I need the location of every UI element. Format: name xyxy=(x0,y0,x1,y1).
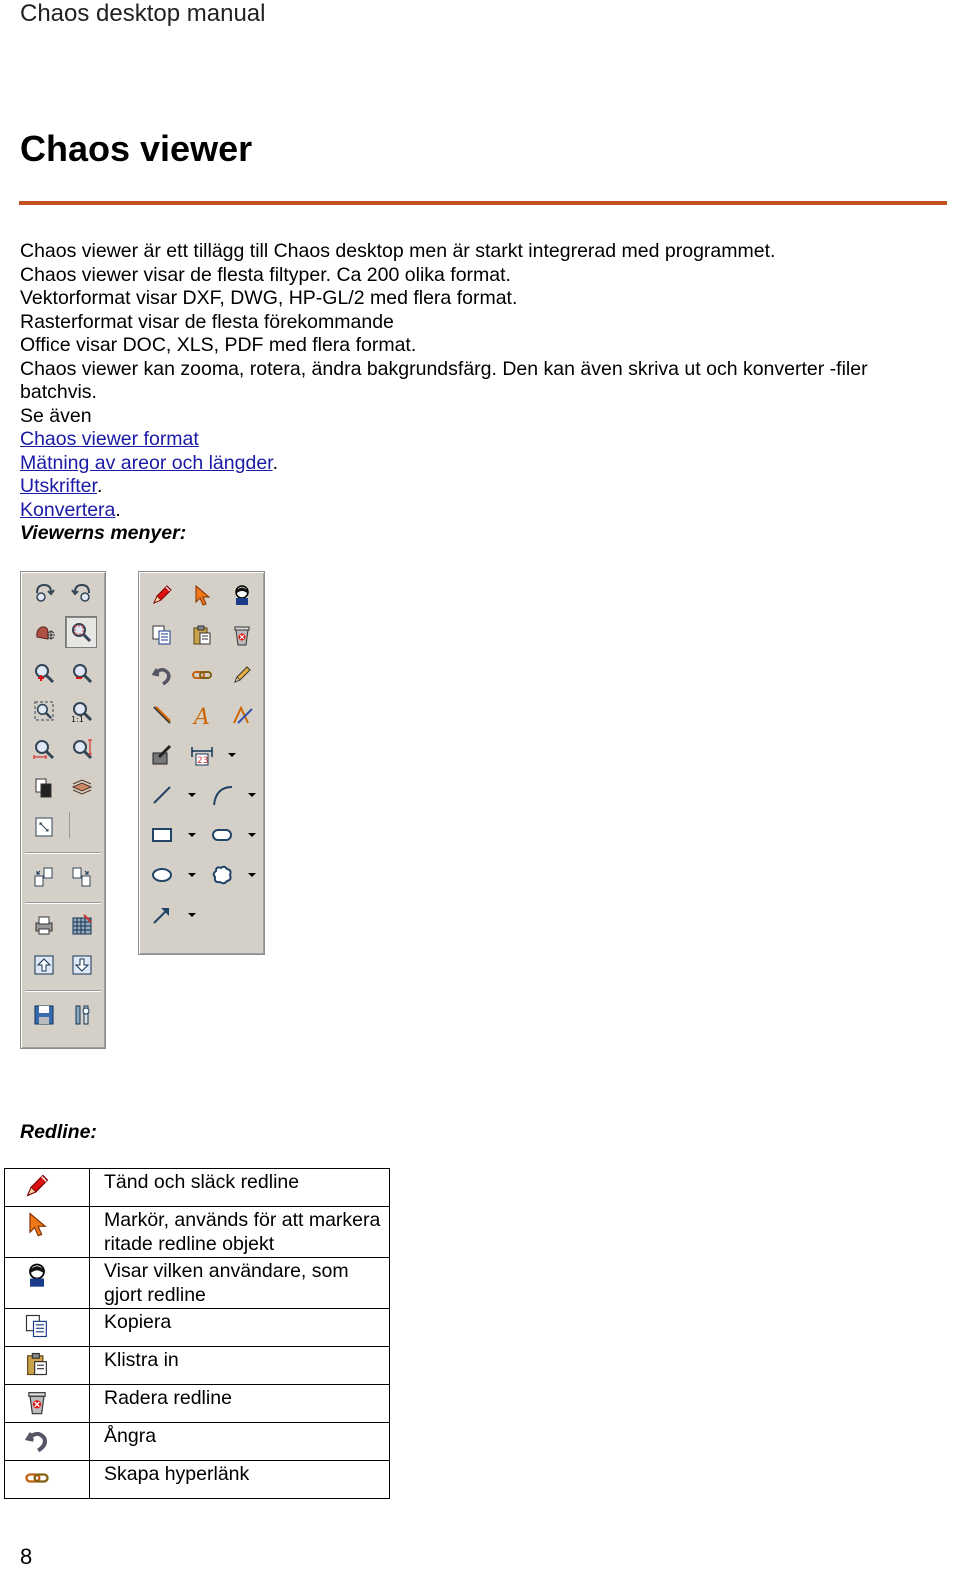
undo-icon xyxy=(23,1426,51,1454)
ellipse-dropdown-icon[interactable] xyxy=(187,870,197,880)
next-page-icon[interactable] xyxy=(67,862,97,892)
document-header-title: Chaos desktop manual xyxy=(20,0,266,27)
fit-page-icon[interactable] xyxy=(29,812,59,842)
description-cell: Radera redline xyxy=(90,1385,390,1423)
zoom-out-icon[interactable] xyxy=(67,658,97,688)
table-row xyxy=(5,1169,390,1207)
zoom-in-icon[interactable] xyxy=(29,658,59,688)
rotate-right-icon[interactable] xyxy=(67,578,97,608)
intro-text xyxy=(20,240,930,546)
dimension-icon[interactable] xyxy=(187,740,217,770)
stack-icon[interactable] xyxy=(67,772,97,802)
intro-line: Chaos viewer visar de flesta filtyper. Ca 200 olika format. xyxy=(20,263,511,286)
text-tool-icon[interactable] xyxy=(187,700,217,730)
zoom-extents-icon[interactable] xyxy=(29,696,59,726)
print-icon[interactable] xyxy=(29,910,59,940)
description-cell: Tänd och släck redline xyxy=(90,1169,390,1207)
pan-hand-icon[interactable] xyxy=(29,618,59,648)
description-cell: Visar vilken användare, som gjort redline xyxy=(90,1258,390,1309)
icon-cell xyxy=(5,1169,90,1207)
intro-line: Chaos viewer kan zooma, rotera, ändra bakgrundsfärg. Den kan även skriva ut och konverter -filer batchvis. xyxy=(20,357,868,403)
paste-icon xyxy=(23,1350,51,1378)
icon-cell xyxy=(5,1309,90,1347)
link-convert[interactable]: Konvertera xyxy=(20,498,116,521)
intro-line: Se även xyxy=(20,404,92,427)
icon-cell xyxy=(5,1258,90,1309)
table-row xyxy=(5,1461,390,1499)
link-period: . xyxy=(96,475,103,497)
link-chaos-viewer-format[interactable]: Chaos viewer format xyxy=(20,428,199,450)
icon-cell xyxy=(5,1385,90,1423)
link-measurement[interactable]: Mätning av areor och längder xyxy=(20,451,273,474)
text-tool-label: A xyxy=(194,705,210,727)
grid-settings-icon[interactable] xyxy=(67,910,97,940)
viewer-toolbar xyxy=(20,571,106,1049)
zoom-width-icon[interactable] xyxy=(29,734,59,764)
arrow-icon[interactable] xyxy=(147,900,177,930)
redline-table xyxy=(4,1168,390,1499)
hyperlink-icon xyxy=(23,1464,51,1492)
toolbar-separator xyxy=(25,852,101,854)
layers-icon[interactable] xyxy=(29,772,59,802)
link-period: . xyxy=(272,451,278,474)
icon-cell xyxy=(5,1347,90,1385)
import-icon[interactable] xyxy=(67,950,97,980)
intro-line: Vektorformat visar DXF, DWG, HP-GL/2 med flera format. xyxy=(20,287,518,309)
dimension-dropdown-icon[interactable] xyxy=(227,750,237,760)
hyperlink-icon[interactable] xyxy=(187,660,217,690)
delete-redline-icon[interactable] xyxy=(227,620,257,650)
page-number: 8 xyxy=(20,1544,33,1569)
rectangle-icon[interactable] xyxy=(147,820,177,850)
table-row xyxy=(5,1309,390,1347)
text-style-icon[interactable] xyxy=(227,700,257,730)
description-cell: Markör, används för att markera ritade redline objekt xyxy=(90,1207,390,1258)
toggle-redline-icon[interactable] xyxy=(147,580,177,610)
paste-icon[interactable] xyxy=(187,620,217,650)
redline-toolbar xyxy=(138,571,265,955)
ellipse-icon[interactable] xyxy=(147,860,177,890)
link-period: . xyxy=(115,498,121,521)
link-prints[interactable]: Utskrifter xyxy=(20,475,97,497)
cursor-arrow-icon xyxy=(23,1210,51,1238)
rectangle-dropdown-icon[interactable] xyxy=(187,830,197,840)
intro-line: Rasterformat visar de flesta förekommande xyxy=(20,310,394,333)
description-cell: Klistra in xyxy=(90,1347,390,1385)
icon-cell xyxy=(5,1423,90,1461)
user-icon[interactable] xyxy=(227,580,257,610)
arrow-dropdown-icon[interactable] xyxy=(187,910,197,920)
zoom-height-icon[interactable] xyxy=(67,734,97,764)
description-cell: Skapa hyperlänk xyxy=(90,1461,390,1499)
page-title: Chaos viewer xyxy=(20,128,253,169)
redline-heading: Redline: xyxy=(20,1121,97,1143)
previous-page-icon[interactable] xyxy=(29,862,59,892)
zoom-ratio-label: 1:1 xyxy=(71,715,84,723)
zoom-window-icon[interactable] xyxy=(65,616,97,648)
icon-cell xyxy=(5,1461,90,1499)
menus-heading: Viewerns menyer: xyxy=(20,522,187,544)
table-row xyxy=(5,1385,390,1423)
cloud-icon[interactable] xyxy=(207,860,237,890)
cloud-dropdown-icon[interactable] xyxy=(247,870,257,880)
table-row xyxy=(5,1207,390,1258)
copy-icon xyxy=(23,1312,51,1340)
toolbar-separator xyxy=(69,812,70,838)
arc-dropdown-icon[interactable] xyxy=(247,790,257,800)
intro-line: Chaos viewer är ett tillägg till Chaos desktop men är starkt integrerad med programmet. xyxy=(20,240,776,262)
line-icon[interactable] xyxy=(147,780,177,810)
icon-cell xyxy=(5,1207,90,1258)
description-cell: Kopiera xyxy=(90,1309,390,1347)
undo-icon[interactable] xyxy=(147,660,177,690)
settings-tools-icon[interactable] xyxy=(67,1000,97,1030)
zoom-one-to-one-icon[interactable] xyxy=(67,696,97,726)
pencil-icon[interactable] xyxy=(227,660,257,690)
red-pen-icon xyxy=(23,1172,51,1200)
export-icon[interactable] xyxy=(29,950,59,980)
description-cell: Ångra xyxy=(90,1423,390,1461)
cursor-arrow-icon[interactable] xyxy=(187,580,217,610)
save-icon[interactable] xyxy=(29,1000,59,1030)
intro-line: Office visar DOC, XLS, PDF med flera format. xyxy=(20,334,417,356)
rounded-rectangle-icon[interactable] xyxy=(207,820,237,850)
table-row xyxy=(5,1258,390,1309)
title-divider xyxy=(19,201,947,205)
arc-icon[interactable] xyxy=(207,780,237,810)
table-row xyxy=(5,1347,390,1385)
dimension-value-label: 23 xyxy=(197,756,209,766)
user-icon xyxy=(23,1261,51,1289)
stamp-icon[interactable] xyxy=(147,740,177,770)
toolbar-separator xyxy=(25,990,101,992)
delete-icon xyxy=(23,1388,51,1416)
rounded-rectangle-dropdown-icon[interactable] xyxy=(247,830,257,840)
rotate-left-icon[interactable] xyxy=(29,578,59,608)
copy-icon[interactable] xyxy=(147,620,177,650)
table-row xyxy=(5,1423,390,1461)
line-dropdown-icon[interactable] xyxy=(187,790,197,800)
line-style-icon[interactable] xyxy=(147,700,177,730)
toolbar-separator xyxy=(25,902,101,904)
